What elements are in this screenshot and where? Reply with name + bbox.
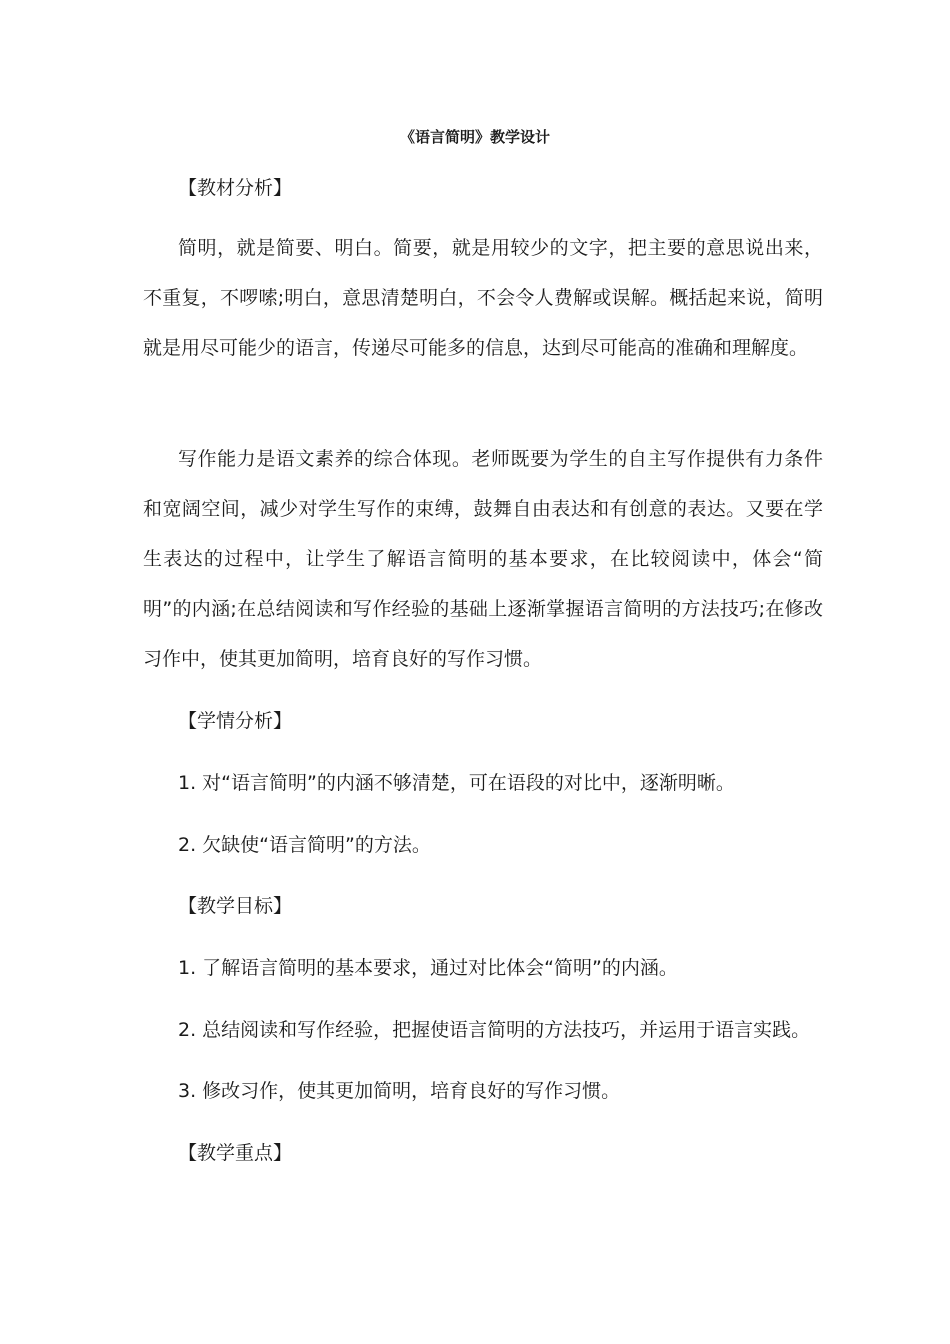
analysis-paragraph-1 (143, 223, 823, 373)
paragraph-text: 写作能力是语文素养的综合体现。老师既要为学生的自主写作提供有力条件和宽阔空间，减少对学生写作的束缚，鼓舞自由表达和有创意的表达。又要在学生表达的过程中，让学生了解语言简明的基本要求，在比较阅读中，体会“简明”的内涵;在总结阅读和写作经验的基础上逐渐掌握语言简明的方法技巧;在修改习作中，使其更加简明，培育良好的写作习惯。 (143, 448, 823, 670)
analysis-paragraph-2 (143, 434, 823, 684)
list-item: 3. 修改习作，使其更加简明，培育良好的写作习惯。 (178, 1080, 621, 1102)
list-item: 2. 总结阅读和写作经验，把握使语言简明的方法技巧，并运用于语言实践。 (178, 1019, 811, 1041)
list-item: 1. 了解语言简明的基本要求，通过对比体会“简明”的内涵。 (178, 957, 678, 979)
document-title: 《语言简明》教学设计 (399, 128, 550, 146)
list-item: 1. 对“语言简明”的内涵不够清楚，可在语段的对比中，逐渐明晰。 (178, 772, 735, 794)
section-heading-goals: 【教学目标】 (178, 895, 293, 917)
section-heading-students: 【学情分析】 (178, 710, 293, 732)
paragraph-text: 简明，就是简要、明白。简要，就是用较少的文字，把主要的意思说出来，不重复，不啰嗦;明白，意思清楚明白，不会令人费解或误解。概括起来说，简明就是用尽可能少的语言，传递尽可能多的信息，达到尽可能高的准确和理解度。 (143, 237, 823, 359)
section-heading-analysis: 【教材分析】 (178, 177, 293, 199)
section-heading-focus: 【教学重点】 (178, 1142, 293, 1164)
list-item: 2. 欠缺使“语言简明”的方法。 (178, 834, 431, 856)
